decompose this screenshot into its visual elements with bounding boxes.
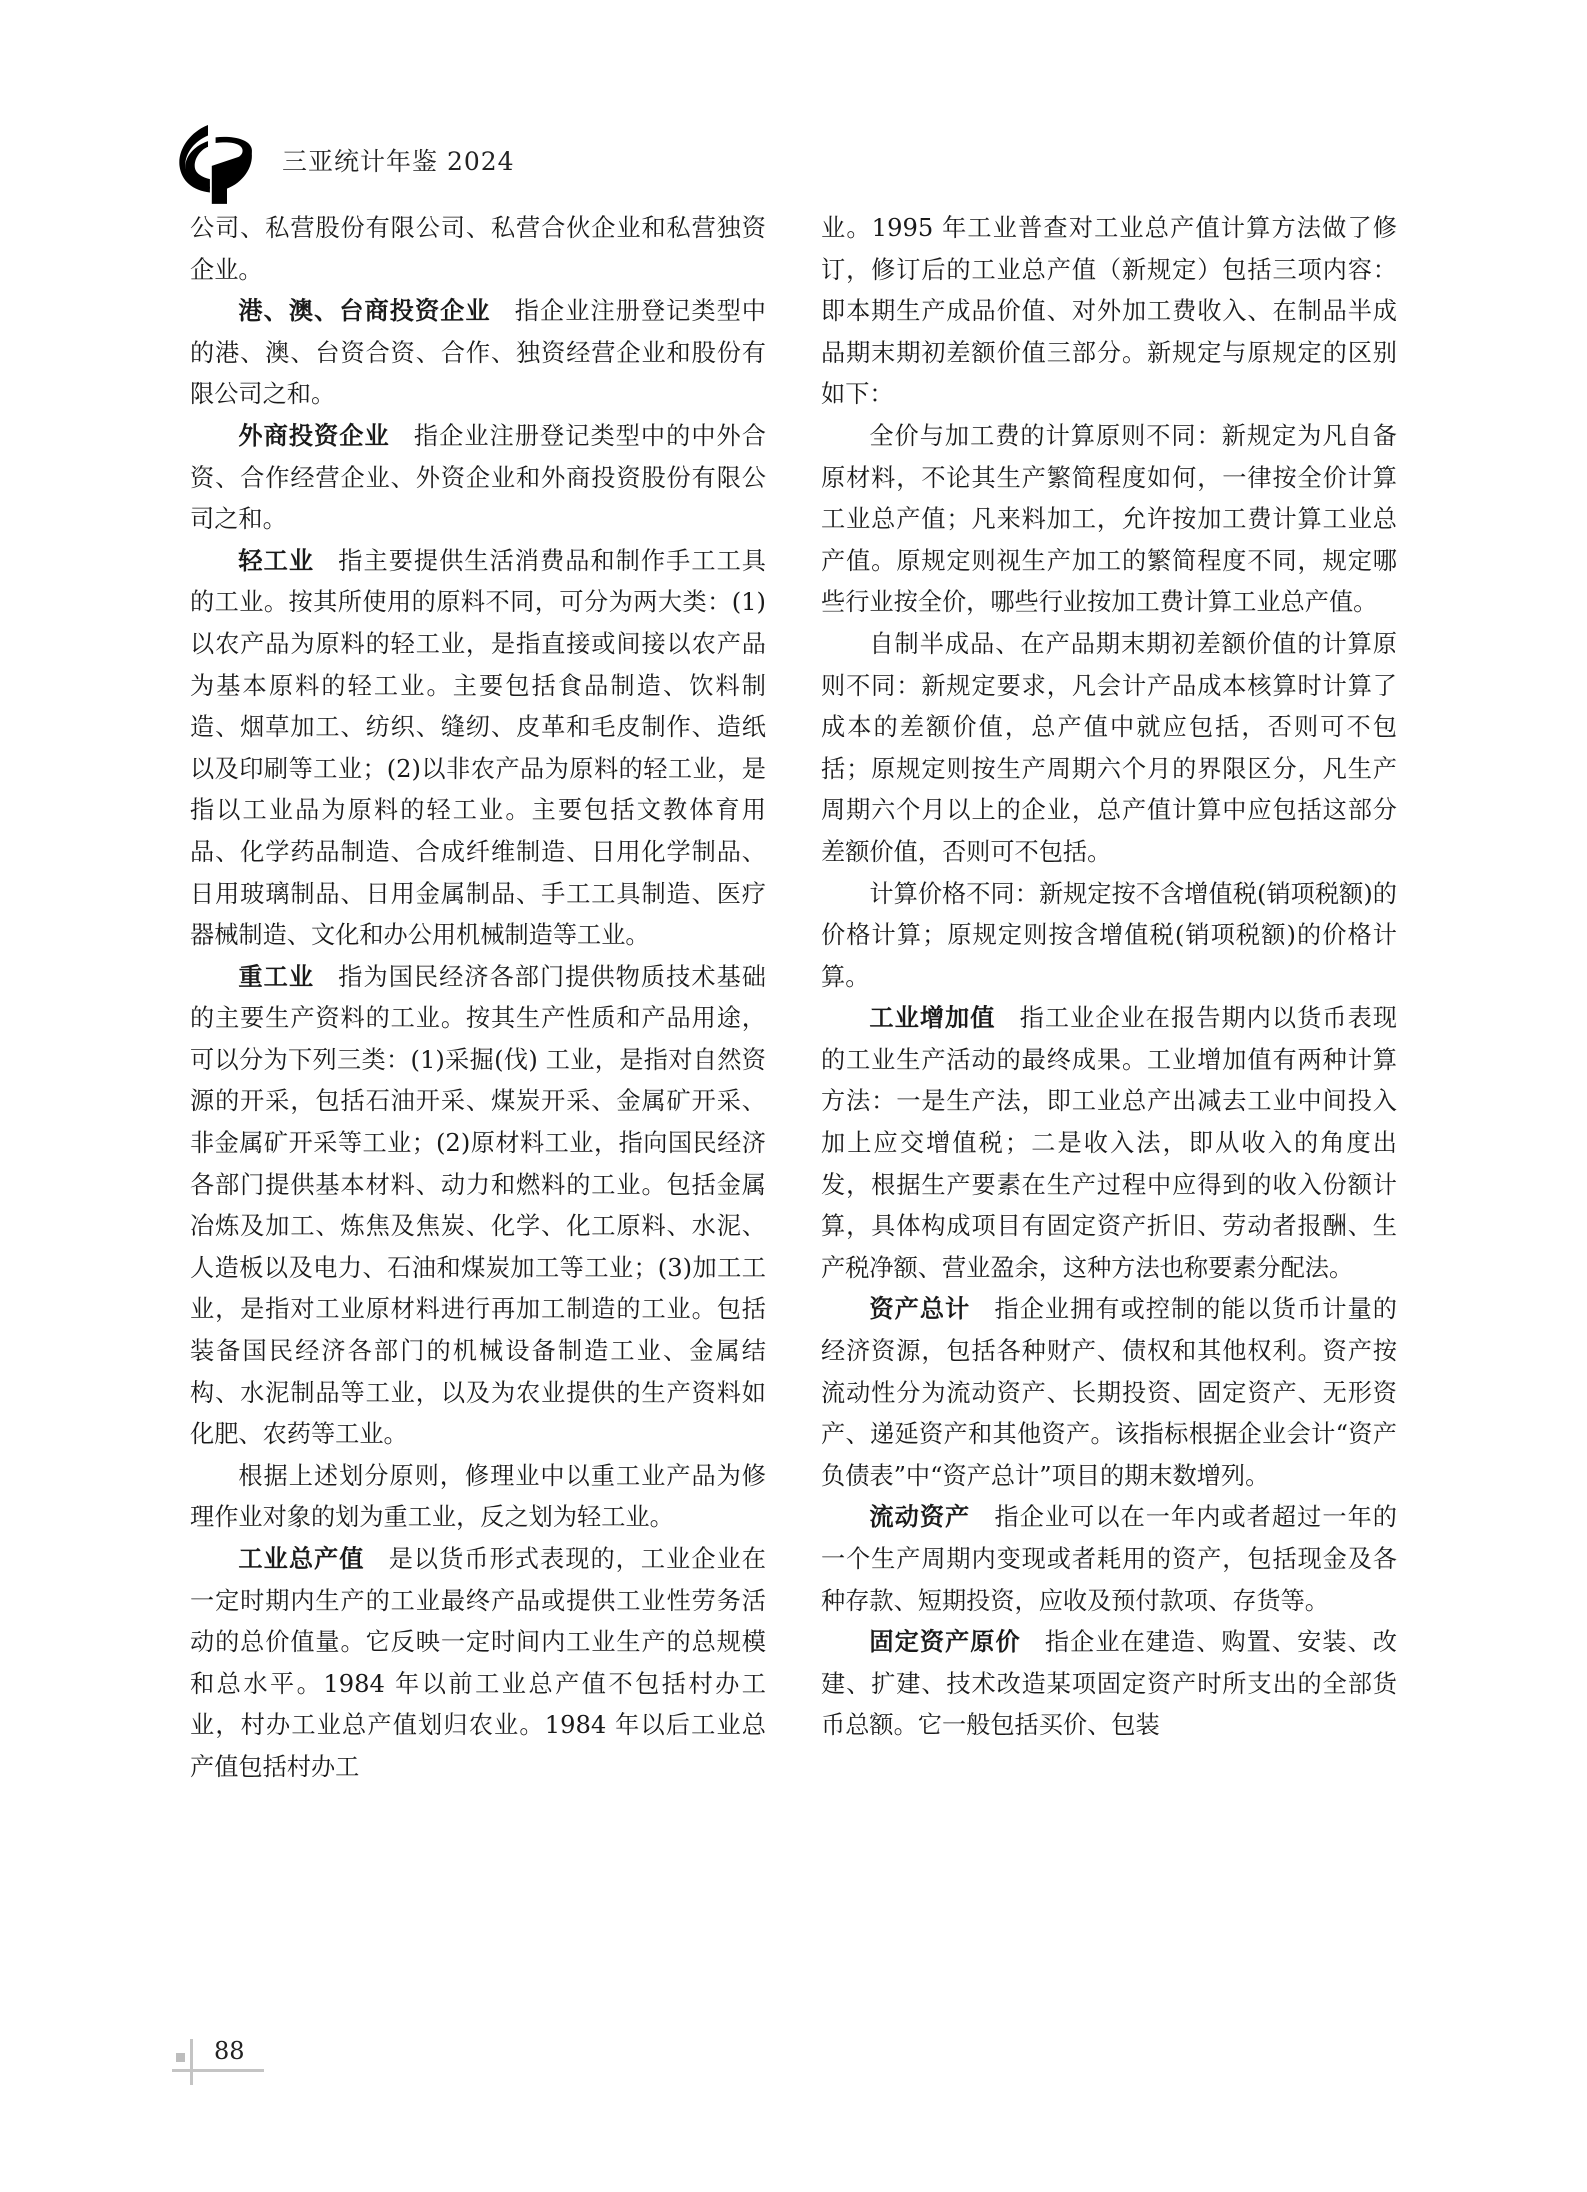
term-heading: 重工业 xyxy=(238,962,315,991)
yearbook-title: 三亚统计年鉴 2024 xyxy=(282,147,515,176)
paragraph-text: 自制半成品、在产品期末期初差额价值的计算原则不同：新规定要求，凡会计产品成本核算时计算了成本的差额价值，总产值中就应包括，否则可不包括；原规定则按生产周期六个月的界限区分，凡生产周期六个月以上的企业，总产值计算中应包括这部分差额价值，否则可不包括。 xyxy=(821,629,1397,866)
definition-text: 指企业在建造、购置、安装、改建、扩建、技术改造某项固定资产时所支出的全部货币总额。它一般包括买价、包装 xyxy=(821,1628,1397,1740)
definition-text: 指为国民经济各部门提供物质技术基础的主要生产资料的工业。按其生产性质和产品用途，可以分为下列三类：(1)采掘(伐) 工业，是指对自然资源的开采，包括石油开采、煤炭开采、金属矿开采、非金属矿开采等工业；(2)原材料工业，指向国民经济各部门提供基本材料、动力和燃料的工业。包括金属冶炼及加工、炼焦及焦炭、化学、化工原料、水泥、人造板以及电力、石油和煤炭加工等工业；(3)加工工业，是指对工业原材料进行再加工制造的工业。包括装备国民经济各部门的机械设备制造工业、金属结构、水泥制品等工业，以及为农业提供的生产资料如化肥、农药等工业。 xyxy=(190,962,766,1449)
term-heading: 工业增加值 xyxy=(869,1004,996,1033)
page-header xyxy=(170,118,770,208)
footer-divider-horizontal xyxy=(172,2069,264,2072)
footer-square-mark xyxy=(176,2053,185,2062)
definition-paragraph xyxy=(821,1289,1397,1497)
paragraph-text: 公司、私营股份有限公司、私营合伙企业和私营独资企业。 xyxy=(190,214,766,284)
right-column xyxy=(821,208,1397,1747)
page-number: 88 xyxy=(214,2037,245,2065)
definition-paragraph xyxy=(190,291,766,416)
definition-paragraph xyxy=(190,957,766,1456)
definition-paragraph xyxy=(190,416,766,541)
definition-text: 指企业拥有或控制的能以货币计量的经济资源，包括各种财产、债权和其他权利。资产按流动性分为流动资产、长期投资、固定资产、无形资产、递延资产和其他资产。该指标根据企业会计“资产负债表”中“资产总计”项目的期末数增列。 xyxy=(821,1295,1397,1490)
definition-paragraph xyxy=(821,998,1397,1289)
definition-text: 指主要提供生活消费品和制作手工工具的工业。按其所使用的原料不同，可分为两大类：(1)以农产品为原料的轻工业，是指直接或间接以农产品为基本原料的轻工业。主要包括食品制造、饮料制造、烟草加工、纺织、缝纫、皮革和毛皮制作、造纸以及印刷等工业；(2)以非农产品为原料的轻工业，是指以工业品为原料的轻工业。主要包括文教体育用品、化学药品制造、合成纤维制造、日用化学制品、日用玻璃制品、日用金属制品、手工工具制造、医疗器械制造、文化和办公用机械制造等工业。 xyxy=(190,546,766,950)
definition-text: 指企业可以在一年内或者超过一年的一个生产周期内变现或者耗用的资产，包括现金及各种存款、短期投资，应收及预付款项、存货等。 xyxy=(821,1503,1397,1615)
page-footer xyxy=(172,2037,292,2085)
definition-text: 指工业企业在报告期内以货币表现的工业生产活动的最终成果。工业增加值有两种计算方法：一是生产法，即工业总产出减去工业中间投入加上应交增值税；二是收入法，即从收入的角度出发，根据生产要素在生产过程中应得到的收入份额计算，具体构成项目有固定资产折旧、劳动者报酬、生产税净额、营业盈余，这种方法也称要素分配法。 xyxy=(821,1004,1397,1282)
definition-paragraph xyxy=(821,1622,1397,1747)
statistics-logo-icon xyxy=(170,118,265,208)
paragraph xyxy=(190,1456,766,1539)
paragraph xyxy=(821,874,1397,999)
paragraph xyxy=(190,208,766,291)
term-heading: 资产总计 xyxy=(869,1295,971,1324)
term-heading: 轻工业 xyxy=(238,546,315,575)
paragraph-text: 全价与加工费的计算原则不同：新规定为凡自备原材料，不论其生产繁简程度如何，一律按全价计算工业总产值；凡来料加工，允许按加工费计算工业总产值。原规定则视生产加工的繁简程度不同，规定哪些行业按全价，哪些行业按加工费计算工业总产值。 xyxy=(821,421,1397,617)
term-heading: 港、澳、台商投资企业 xyxy=(238,297,491,326)
definition-paragraph xyxy=(190,1539,766,1789)
paragraph xyxy=(821,624,1397,874)
term-heading: 外商投资企业 xyxy=(238,421,390,450)
term-heading: 流动资产 xyxy=(869,1503,971,1532)
definition-text: 指企业注册登记类型中的港、澳、台资合资、合作、独资经营企业和股份有限公司之和。 xyxy=(190,297,766,409)
term-heading: 工业总产值 xyxy=(238,1545,365,1573)
left-column xyxy=(190,208,766,1789)
paragraph xyxy=(821,416,1397,624)
definition-text: 是以货币形式表现的，工业企业在一定时期内生产的工业最终产品或提供工业性劳务活动的总价值量。它反映一定时间内工业生产的总规模和总水平。1984 年以前工业总产值不包括村办工业，村办工业总产值划归农业。1984 年以后工业总产值包括村办工 xyxy=(190,1545,766,1781)
footer-divider-vertical xyxy=(190,2039,193,2085)
paragraph-text: 根据上述划分原则，修理业中以重工业产品为修理作业对象的划为重工业，反之划为轻工业。 xyxy=(190,1461,766,1532)
paragraph-text: 业。1995 年工业普查对工业总产值计算方法做了修订，修订后的工业总产值（新规定）包括三项内容：即本期生产成品价值、对外加工费收入、在制品半成品期末期初差额价值三部分。新规定与原规定的区别如下： xyxy=(821,214,1397,409)
definition-text: 指企业注册登记类型中的中外合资、合作经营企业、外资企业和外商投资股份有限公司之和。 xyxy=(190,421,766,534)
paragraph-text: 计算价格不同：新规定按不含增值税(销项税额)的价格计算；原规定则按含增值税(销项税额)的价格计算。 xyxy=(821,879,1397,991)
term-heading: 固定资产原价 xyxy=(869,1628,1021,1657)
definition-paragraph xyxy=(821,1497,1397,1622)
paragraph xyxy=(821,208,1397,416)
definition-paragraph xyxy=(190,541,766,957)
